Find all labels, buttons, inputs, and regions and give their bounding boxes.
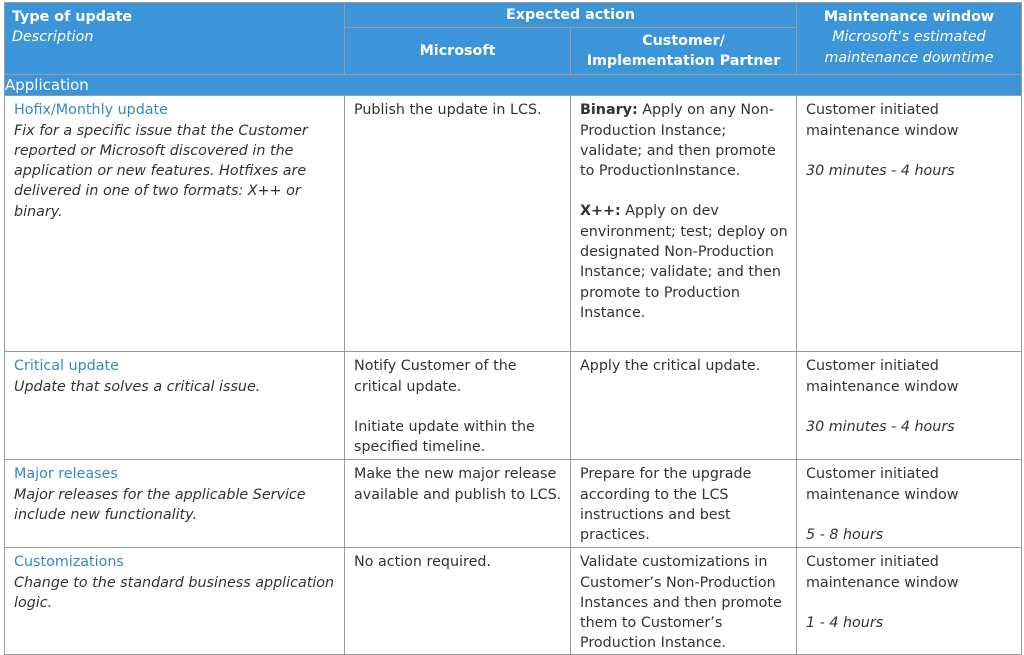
header-maintenance-window [797, 3, 1022, 75]
window-text: Customer initiated maintenance window [806, 102, 959, 139]
update-title: Major releases [14, 466, 118, 483]
update-type-cell [5, 96, 345, 352]
maintenance-window-cell [797, 548, 1022, 654]
customer-action-cell [571, 352, 797, 460]
window-duration: 30 minutes - 4 hours [806, 162, 955, 179]
customer-action: Apply the critical update. [580, 358, 761, 375]
microsoft-action-cell [345, 460, 571, 548]
update-description: Change to the standard business application logic. [14, 574, 335, 611]
xpp-text: Apply on dev environment; test; deploy on designated Non-Production Instance; validate; and then promote to Production Instance. [580, 203, 788, 321]
maintenance-window-cell [797, 460, 1022, 548]
header-microsoft: Microsoft [345, 28, 571, 75]
table-row [5, 460, 1022, 548]
binary-text: Apply on any Non-Production Instance; validate; and then promote to ProductionInstance. [580, 102, 776, 180]
header-window-sub-1: Microsoft's estimated [832, 29, 986, 46]
window-duration: 5 - 8 hours [806, 526, 884, 543]
customer-action-cell [571, 548, 797, 654]
window-duration: 1 - 4 hours [806, 614, 884, 631]
update-description: Update that solves a critical issue. [14, 378, 261, 395]
update-title: Critical update [14, 358, 119, 375]
header-type-description: Description [12, 29, 94, 46]
update-title: Hofix/Monthly update [14, 102, 168, 119]
header-customer [571, 28, 797, 75]
customer-action: Prepare for the upgrade according to the LCS instructions and best practices. [580, 466, 752, 544]
table-row [5, 548, 1022, 654]
update-description: Major releases for the applicable Service include new functionality. [14, 486, 306, 523]
microsoft-action: Notify Customer of the critical update. [354, 358, 517, 395]
header-type-title: Type of update [12, 9, 133, 25]
window-duration: 30 minutes - 4 hours [806, 418, 955, 435]
microsoft-action-cell [345, 96, 571, 352]
microsoft-action: Make the new major release available and publish to LCS. [354, 466, 562, 503]
section-application: Application [5, 75, 1022, 96]
header-window-sub-2: maintenance downtime [824, 49, 994, 66]
table-row [5, 96, 1022, 352]
customer-action: Validate customizations in Customer’s Non-Production Instances and then promote them to Customer’s Production Instance. [580, 554, 782, 652]
microsoft-action: No action required. [354, 554, 491, 571]
microsoft-action: Initiate update within the specified timeline. [354, 418, 535, 456]
header-customer-line2: Implementation Partner [586, 53, 781, 69]
update-description: Fix for a specific issue that the Customer reported or Microsoft discovered in the application or new features. Hotfixes are delivered in one of two formats: X++ or binary. [14, 122, 308, 220]
update-type-cell [5, 352, 345, 460]
microsoft-action-cell [345, 548, 571, 654]
microsoft-action: Publish the update in LCS. [354, 102, 542, 119]
customer-action-cell [571, 460, 797, 548]
window-text: Customer initiated maintenance window [806, 466, 959, 503]
update-type-cell [5, 460, 345, 548]
update-types-table [4, 2, 1022, 655]
header-expected-action: Expected action [345, 3, 797, 28]
binary-label: Binary: [580, 102, 638, 119]
header-window-title: Maintenance window [823, 9, 995, 25]
update-type-cell [5, 548, 345, 654]
window-text: Customer initiated maintenance window [806, 554, 959, 591]
table-row [5, 352, 1022, 460]
xpp-label: X++: [580, 203, 621, 220]
maintenance-window-cell [797, 96, 1022, 352]
header-type-of-update [5, 3, 345, 75]
customer-action-cell [571, 96, 797, 352]
update-title: Customizations [14, 554, 124, 571]
microsoft-action-cell [345, 352, 571, 460]
maintenance-window-cell [797, 352, 1022, 460]
header-customer-line1: Customer/ [642, 32, 725, 49]
window-text: Customer initiated maintenance window [806, 358, 959, 395]
